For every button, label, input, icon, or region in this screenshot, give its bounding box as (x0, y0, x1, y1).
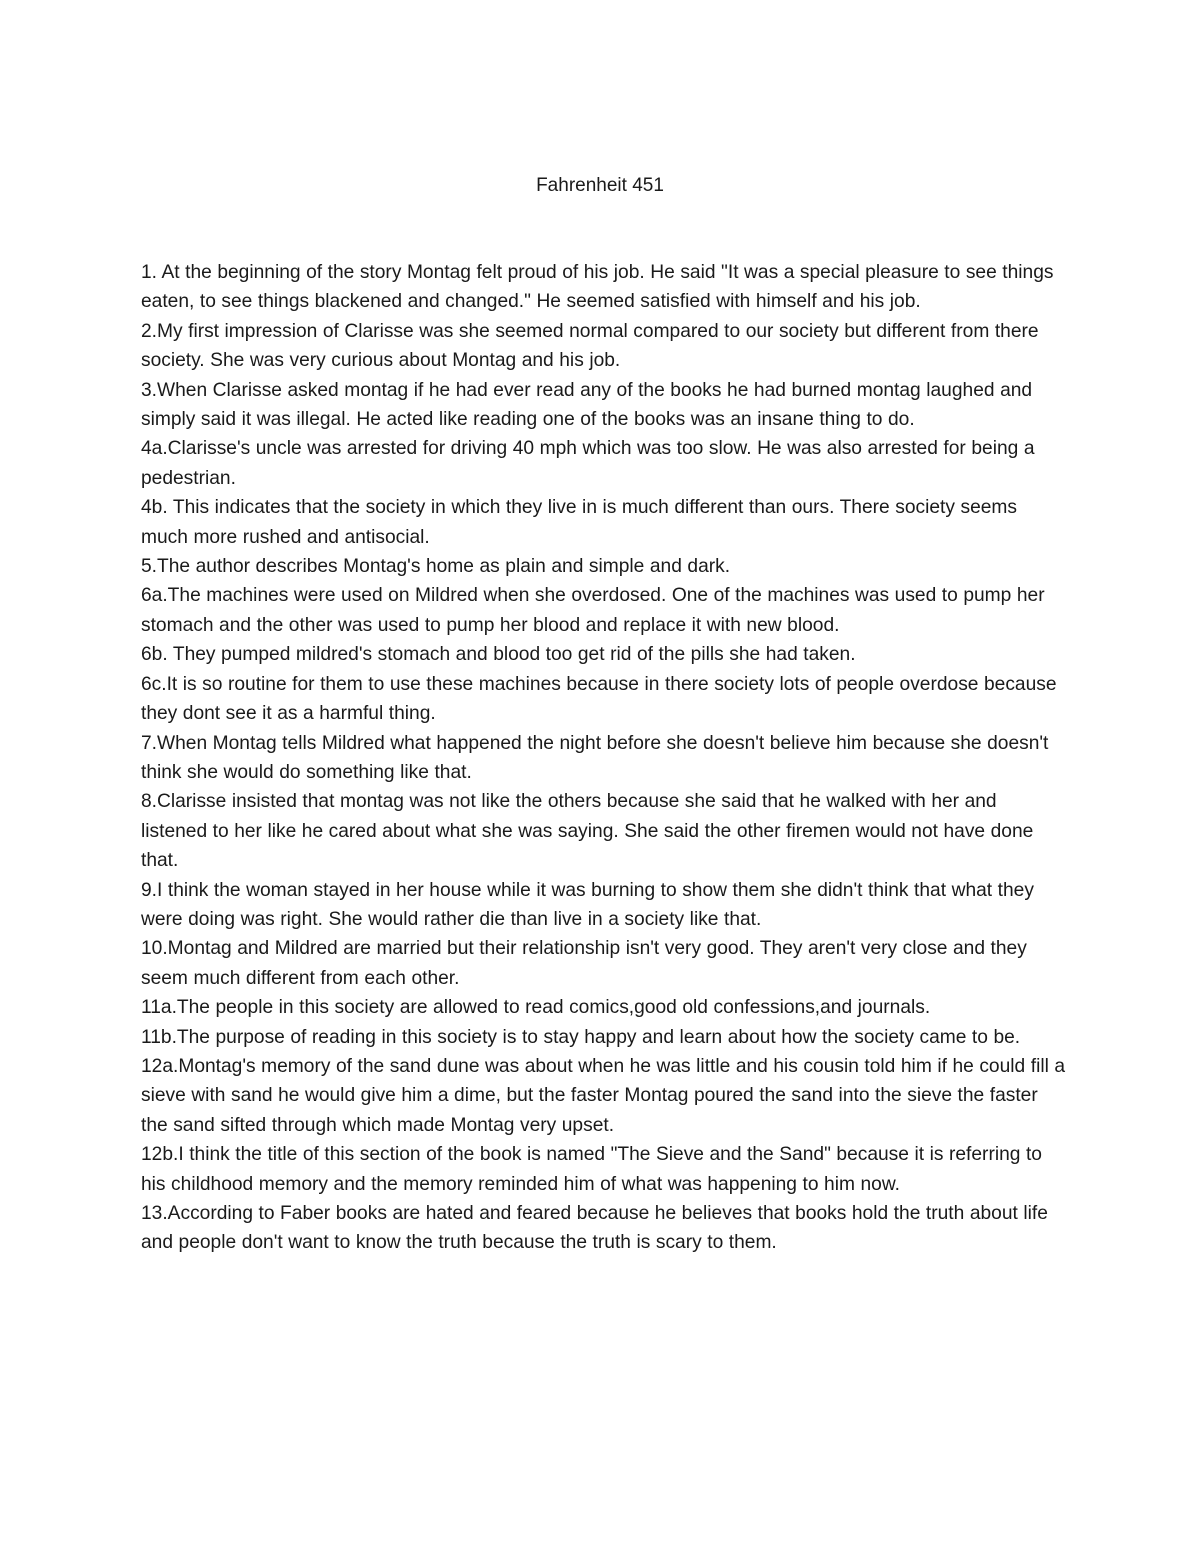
answer-11a: 11a.The people in this society are allowed to read comics,good old confessions,and journals. (141, 997, 931, 1019)
answer-12a: 12a.Montag's memory of the sand dune was about when he was little and his cousin told him if he could fill a sieve with sand he would give him a dime, but the faster Montag poured the sand into the sieve the faster the sand sifted through which made Montag very upset. (141, 1055, 1066, 1136)
answer-1: 1. At the beginning of the story Montag felt proud of his job. He said "It was a special pleasure to see things eaten, to see things blackened and changed." He seemed satisfied with himself and his job. (141, 262, 1054, 313)
answer-10: 10.Montag and Mildred are married but their relationship isn't very good. They aren't very close and they seem much different from each other. (141, 938, 1027, 989)
answer-8: 8.Clarisse insisted that montag was not like the others because she said that he walked with her and listened to her like he cared about what she was saying. She said the other firemen would not have done that. (141, 791, 1034, 872)
answer-3: 3.When Clarisse asked montag if he had ever read any of the books he had burned montag laughed and simply said it was illegal. He acted like reading one of the books was an insane thing to do. (141, 379, 1033, 431)
answer-6b: 6b. They pumped mildred's stomach and blood too get rid of the pills she had taken. (141, 644, 856, 666)
answer-11b: 11b.The purpose of reading in this society is to stay happy and learn about how the society came to be. (141, 1026, 1021, 1048)
answer-4a: 4a.Clarisse's uncle was arrested for driving 40 mph which was too slow. He was also arrested for being a pedestrian. (141, 438, 1035, 489)
answer-list (141, 258, 1066, 1258)
answer-6c: 6c.It is so routine for them to use these machines because in there society lots of people overdose because they dont see it as a harmful thing. (141, 673, 1057, 725)
answer-13: 13.According to Faber books are hated and feared because he believes that books hold the truth about life and people don't want to know the truth because the truth is scary to them. (141, 1203, 1048, 1254)
answer-4b: 4b. This indicates that the society in which they live in is much different than ours. There society seems much more rushed and antisocial. (141, 497, 1018, 548)
answer-7: 7.When Montag tells Mildred what happened the night before she doesn't believe him because she doesn't think she would do something like that. (141, 732, 1049, 783)
answer-9: 9.I think the woman stayed in her house while it was burning to show them she didn't think that what they were doing was right. She would rather die than live in a society like that. (141, 879, 1034, 930)
document-title: Fahrenheit 451 (536, 175, 664, 196)
answer-5: 5.The author describes Montag's home as plain and simple and dark. (141, 556, 731, 578)
answer-12b: 12b.I think the title of this section of the book is named "The Sieve and the Sand" because it is referring to his childhood memory and the memory reminded him of what was happening to him now. (141, 1144, 1042, 1195)
answer-2: 2.My first impression of Clarisse was she seemed normal compared to our society but different from there society. She was very curious about Montag and his job. (141, 320, 1039, 372)
answer-6a: 6a.The machines were used on Mildred when she overdosed. One of the machines was used to pump her stomach and the other was used to pump her blood and replace it with new blood. (141, 585, 1045, 636)
